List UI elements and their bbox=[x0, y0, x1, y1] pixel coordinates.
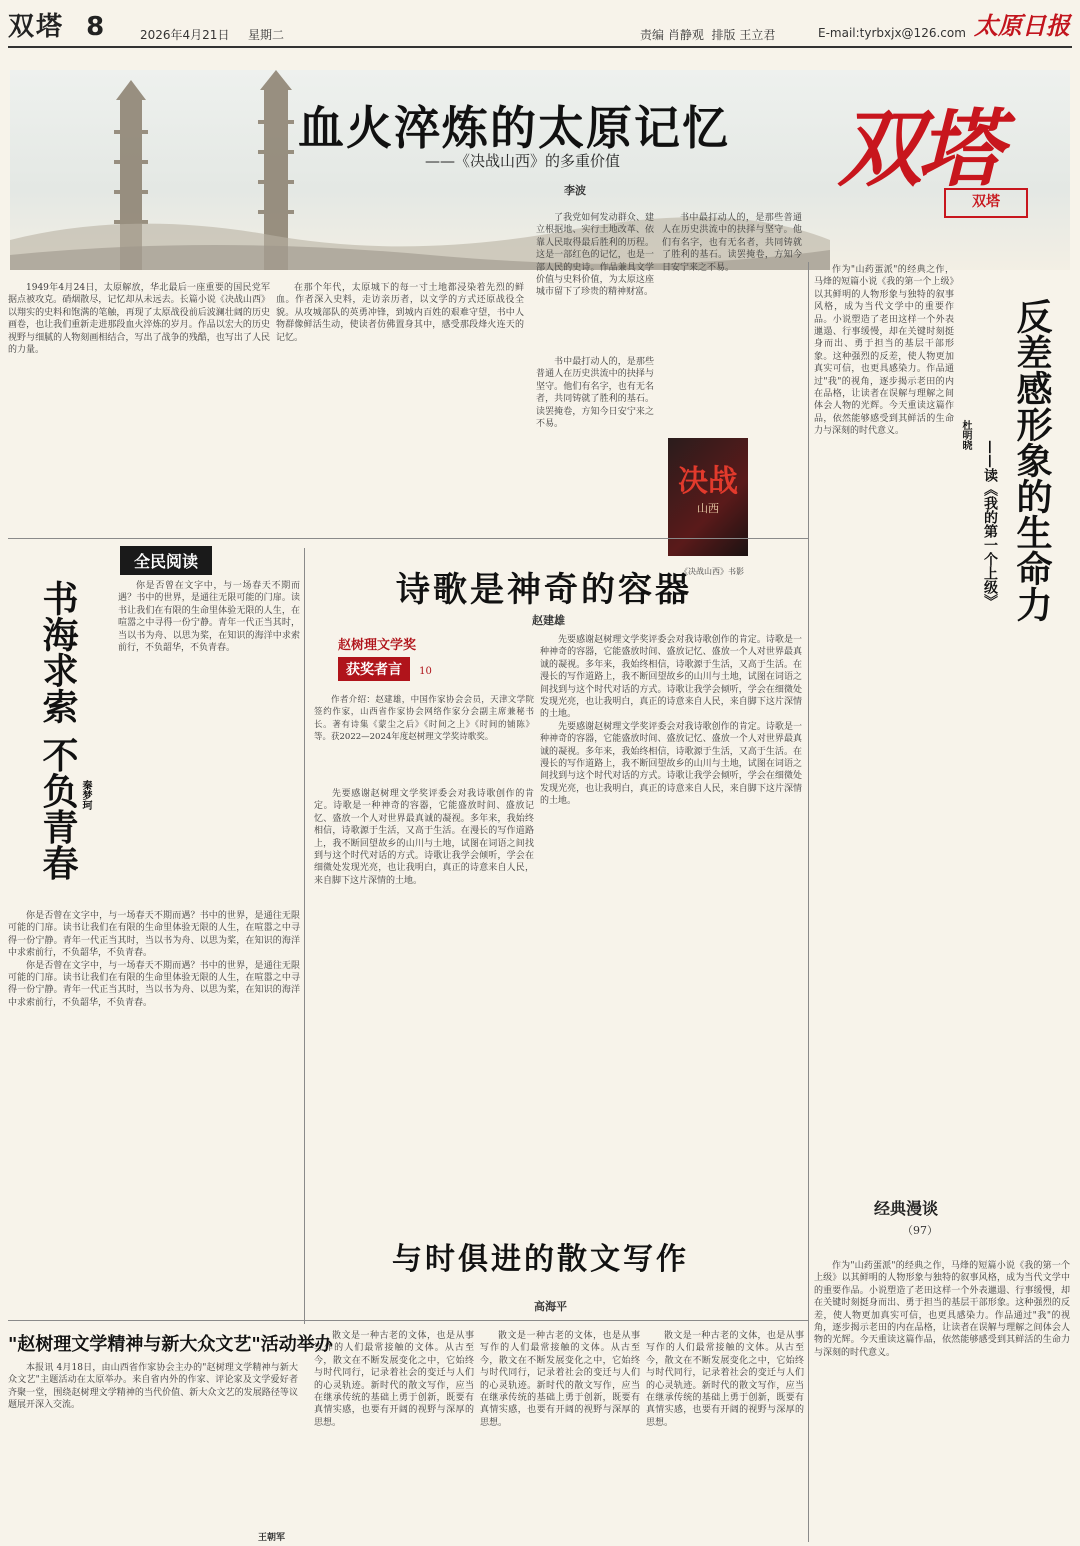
news-title: "赵树理文学精神与新大众文艺"活动举办 bbox=[8, 1334, 333, 1355]
article2-continued: 作为"山药蛋派"的经典之作，马烽的短篇小说《我的第一个上级》以其鲜明的人物形象与独特的叙事风格，成为当代文学中的重要作品。小说塑造了老田这样一个外表邋遢、行事缓慢，却在关键时刻挺身而出、勇于担当的基层干部形象。这种强烈的反差，使人物更加真实可信，也更具感染力。作品通过"我"的视角，逐步揭示老田的内在品格，让读者在误解与理解之间体会人物的光辉。今天重读这篇作品，依然能够感受到其鲜活的生命力与深刻的时代意义。 bbox=[814, 1261, 1070, 1358]
article1-col4: 书中最打动人的，是那些普通人在历史洪流中的抉择与坚守。他们有名字，也有无名者，共同铸就了胜利的基石。读罢掩卷，方知今日安宁来之不易。 bbox=[662, 213, 802, 273]
article-subtitle: ——《决战山西》的多重价值 bbox=[425, 152, 621, 170]
section-brand: 双塔 bbox=[838, 99, 999, 198]
article-byline: 李波 bbox=[564, 184, 586, 197]
column-title: 书海求索 不负青春 bbox=[37, 580, 79, 881]
article4-byline: 高海平 bbox=[534, 1300, 567, 1313]
column-body-2: 你是否曾在文字中，与一场春天不期而遇？书中的世界，是通往无限可能的门扉。读书让我们在有限的生命里体验无限的人生，在喧嚣之中寻得一份宁静。青年一代正当其时，当以书为舟、以思为桨，在知识的海洋中求索前行，不负韶华，不负青春。 你是否曾在文字中，与一场春天不期而遇？书中的世界，是通往无限可能的门扉。读书让我们在有限的生命里体验无限的人生，在喧嚣之中寻得一份宁静。青年一代正当其时，当以书为舟、以思为桨，在知识的海洋中求索前行，不负韶华，不负青春。 bbox=[8, 911, 300, 1008]
newspaper-logo: 太原日报 bbox=[974, 11, 1070, 40]
classic-label: 经典漫谈 bbox=[874, 1199, 939, 1218]
news-body: 本报讯 4月18日，由山西省作家协会主办的"赵树理文学精神与新大众文艺"主题活动在太原举办。来自省内外的作家、评论家及文学爱好者齐聚一堂，围绕赵树理文学精神的当代价值、新大众文艺的发展路径等议题展开深入交流。 bbox=[8, 1363, 298, 1411]
article2-title: 反差感形象的生命力 bbox=[1011, 298, 1053, 622]
column-body-1: 你是否曾在文字中，与一场春天不期而遇？书中的世界，是通往无限可能的门扉。读书让我们在有限的生命里体验无限的人生，在喧嚣之中寻得一份宁静。青年一代正当其时，当以书为舟、以思为桨，在知识的海洋中求索前行，不负韶华，不负青春。 bbox=[118, 581, 300, 654]
brand-seal: 双塔 bbox=[944, 188, 1028, 218]
column-byline: 秦梦珂 bbox=[80, 780, 91, 810]
staff-credits: 责编 肖静观 排版 王立君 bbox=[640, 28, 776, 42]
section-name: 双塔 8 bbox=[8, 12, 107, 42]
article1-col3b: 书中最打动人的，是那些普通人在历史洪流中的抉择与坚守。他们有名字，也有无名者，共同铸就了胜利的基石。读罢掩卷，方知今日安宁来之不易。 bbox=[536, 357, 654, 430]
article2-byline: 杜明晓 bbox=[960, 420, 971, 450]
article-title: 血火淬炼的太原记忆 bbox=[298, 101, 730, 155]
issue-weekday: 星期二 bbox=[248, 28, 285, 42]
article2-subtitle: ——读《我的第一个上级》 bbox=[982, 440, 998, 608]
article3-col2: 先要感谢赵树理文学奖评委会对我诗歌创作的肯定。诗歌是一种神奇的容器，它能盛放时间、盛放记忆、盛放一个人对世界最真诚的凝视。多年来，我始终相信，诗歌源于生活，又高于生活。在漫长的写作道路上，我不断回望故乡的山川与土地，试图在词语之间找到与这个时代对话的方式。诗歌让我学会倾听，学会在细微处发现光亮，也让我明白，真正的诗意来自人民，来自脚下这片深情的土地。 先要感谢赵树理文学奖评委会对我诗歌创作的肯定。诗歌是一种神奇的容器，它能盛放时间、盛放记忆、盛放一个人对世界最真诚的凝视。多年来，我始终相信，诗歌源于生活，又高于生活。在漫长的写作道路上，我不断回望故乡的山川与土地，试图在词语之间找到与这个时代对话的方式。诗歌让我学会倾听，学会在细微处发现光亮，也让我明白，真正的诗意来自人民，来自脚下这片深情的土地。 bbox=[540, 635, 802, 807]
article3-title: 诗歌是神奇的容器 bbox=[396, 570, 692, 610]
book-caption: 《决战山西》书影 bbox=[680, 567, 744, 576]
book-cover: 决战 山西 bbox=[668, 438, 748, 556]
news-byline: 王朝军 bbox=[258, 1533, 286, 1543]
article4-col1: 散文是一种古老的文体，也是从事写作的人们最常接触的文体。从古至今，散文在不断发展变化之中，它始终与时代同行，记录着社会的变迁与人们的心灵轨迹。新时代的散文写作，应当在继承传统的基础上勇于创新，既要有真情实感，也要有开阔的视野与深厚的思想。 bbox=[314, 1331, 474, 1428]
author-intro: 作者介绍：赵建雄，中国作家协会会员，天津文学院签约作家，山西省作家协会网络作家分会副主席兼秘书长。著有诗集《蒙尘之后》《时间之上》《时间的铺陈》等。获2022—2024年度赵树理文学奖诗歌奖。 bbox=[314, 695, 534, 743]
article4-col2: 散文是一种古老的文体，也是从事写作的人们最常接触的文体。从古至今，散文在不断发展变化之中，它始终与时代同行，记录着社会的变迁与人们的心灵轨迹。新时代的散文写作，应当在继承传统的基础上勇于创新，既要有真情实感，也要有开阔的视野与深厚的思想。 bbox=[480, 1331, 640, 1428]
article2-body: 作为"山药蛋派"的经典之作，马烽的短篇小说《我的第一个上级》以其鲜明的人物形象与独特的叙事风格，成为当代文学中的重要作品。小说塑造了老田这样一个外表邋遢、行事缓慢，却在关键时刻挺身而出、勇于担当的基层干部形象。这种强烈的反差，使人物更加真实可信，也更具感染力。作品通过"我"的视角，逐步揭示老田的内在品格，让读者在误解与理解之间体会人物的光辉。今天重读这篇作品，依然能够感受到其鲜活的生命力与深刻的时代意义。 bbox=[814, 265, 954, 437]
article1-col1: 1949年4月24日，太原解放，华北最后一座重要的国民党军据点被攻克。硝烟散尽，记忆却从未远去。长篇小说《决战山西》以翔实的史料和饱满的笔触，再现了太原战役前后波澜壮阔的历史画卷，也让我们重新走进那段血火淬炼的岁月。作品以宏大的历史视野与细腻的人物刻画相结合，写出了战争的残酷，也写出了人民的力量。 bbox=[8, 283, 270, 356]
article3-col1: 先要感谢赵树理文学奖评委会对我诗歌创作的肯定。诗歌是一种神奇的容器，它能盛放时间、盛放记忆、盛放一个人对世界最真诚的凝视。多年来，我始终相信，诗歌源于生活，又高于生活。在漫长的写作道路上，我不断回望故乡的山川与土地，试图在词语之间找到与这个时代对话的方式。诗歌让我学会倾听，学会在细微处发现光亮，也让我明白，真正的诗意来自人民，来自脚下这片深情的土地。 bbox=[314, 789, 534, 886]
issue-date: 2026年4月21日 bbox=[140, 28, 230, 42]
award-logo: 赵树理文学奖 获奖者言 10 bbox=[338, 634, 468, 684]
article3-byline: 赵建雄 bbox=[532, 614, 565, 627]
article4-col3: 散文是一种古老的文体，也是从事写作的人们最常接触的文体。从古至今，散文在不断发展变化之中，它始终与时代同行，记录着社会的变迁与人们的心灵轨迹。新时代的散文写作，应当在继承传统的基础上勇于创新，既要有真情实感，也要有开阔的视野与深厚的思想。 bbox=[646, 1331, 804, 1428]
article1-col2: 在那个年代，太原城下的每一寸土地都浸染着先烈的鲜血。作者深入史料，走访亲历者，以文学的方式还原战役全貌。从攻城部队的英勇冲锋，到城内百姓的艰难守望，书中人物群像鲜活生动，使读者仿佛置身其中，感受那段烽火连天的记忆。 bbox=[276, 283, 524, 343]
classic-number: （97） bbox=[902, 1224, 938, 1237]
contact-email[interactable]: E-mail:tyrbxjx@126.com bbox=[818, 26, 966, 40]
article4-title: 与时俱进的散文写作 bbox=[392, 1242, 689, 1277]
section-tag: 全民阅读 bbox=[120, 546, 212, 575]
article1-col3: 了我党如何发动群众、建立根据地、实行土地改革、依靠人民取得最后胜利的历程。这是一部红色的记忆，也是一部人民的史诗。作品兼具文学价值与史料价值，为太原这座城市留下了珍贵的精神财富。 bbox=[536, 213, 654, 298]
